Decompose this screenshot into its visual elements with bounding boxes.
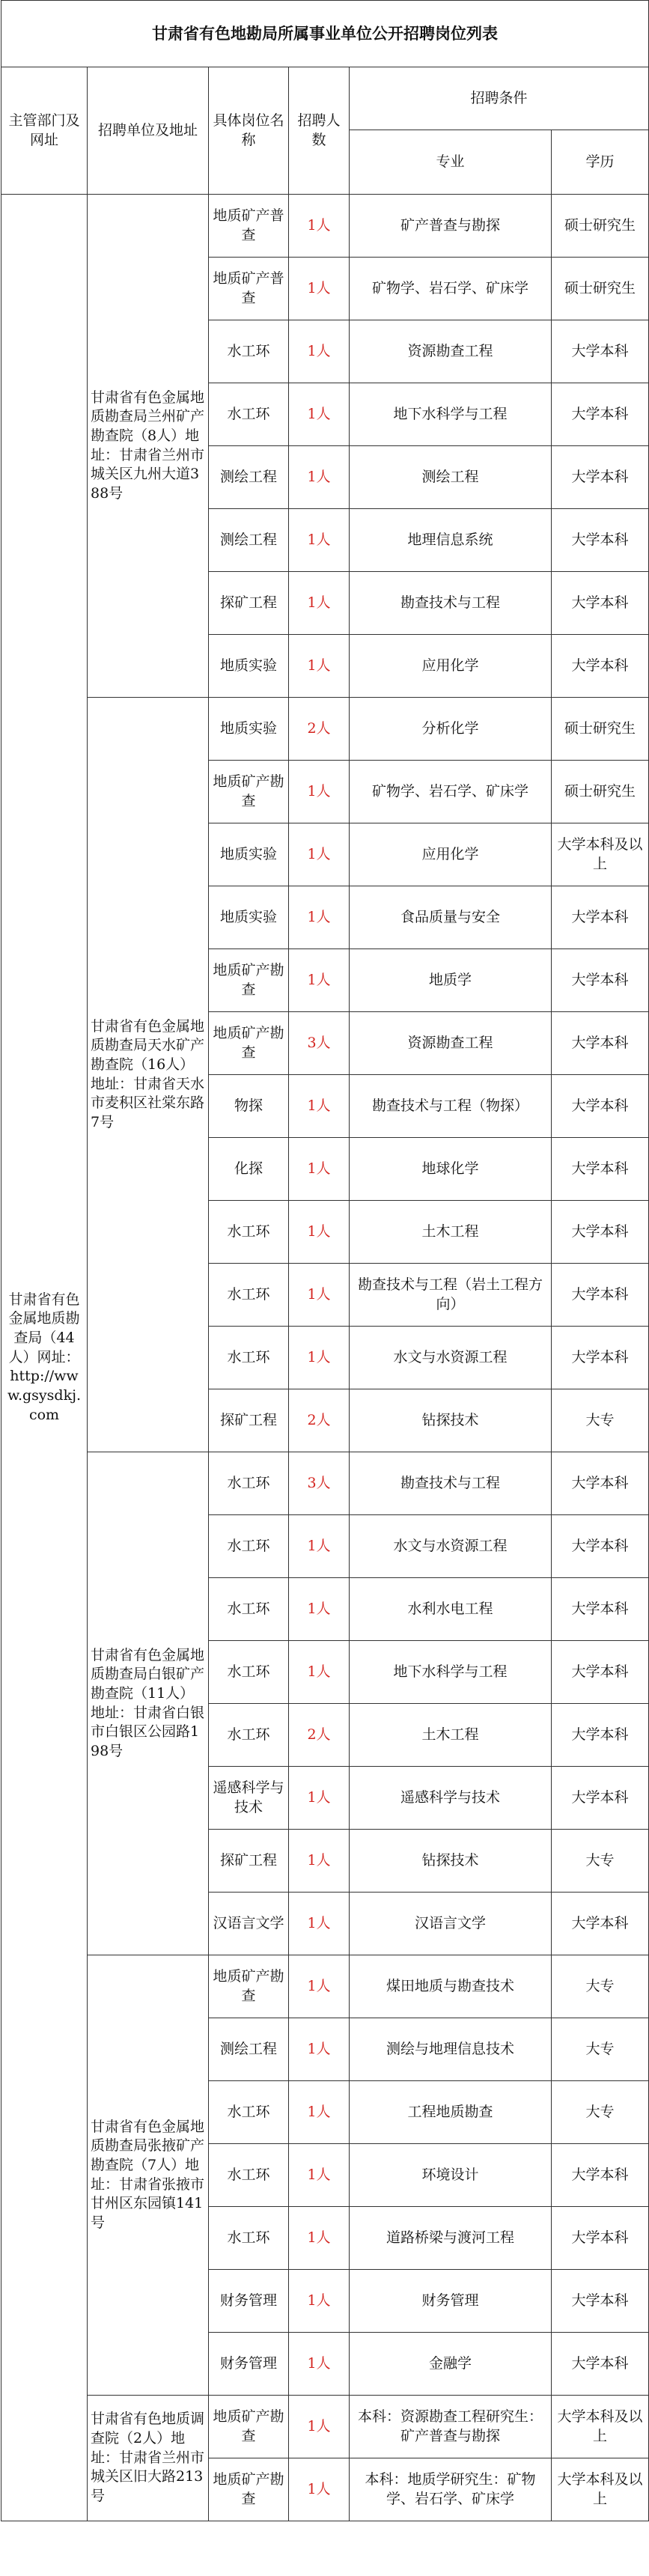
education-cell: 大专 <box>552 1389 649 1452</box>
count-cell: 1人 <box>289 1767 350 1830</box>
count-cell: 1人 <box>289 2144 350 2207</box>
position-cell: 探矿工程 <box>209 572 289 635</box>
education-cell: 大学本科 <box>552 1893 649 1955</box>
education-cell: 硕士研究生 <box>552 195 649 258</box>
position-cell: 测绘工程 <box>209 2018 289 2081</box>
education-cell: 大学本科 <box>552 2270 649 2333</box>
count-cell: 1人 <box>289 886 350 949</box>
count-cell: 1人 <box>289 258 350 320</box>
major-cell: 矿物学、岩石学、矿床学 <box>350 761 552 823</box>
position-cell: 遥感科学与技术 <box>209 1767 289 1830</box>
position-cell: 地质矿产普查 <box>209 258 289 320</box>
major-cell: 勘查技术与工程（岩土工程方向） <box>350 1264 552 1327</box>
count-cell: 1人 <box>289 2458 350 2521</box>
count-cell: 1人 <box>289 2270 350 2333</box>
position-cell: 地质矿产勘查 <box>209 1012 289 1075</box>
position-cell: 水工环 <box>209 1578 289 1641</box>
education-cell: 大学本科 <box>552 1264 649 1327</box>
count-cell: 1人 <box>289 572 350 635</box>
count-cell: 1人 <box>289 635 350 698</box>
major-cell: 土木工程 <box>350 1201 552 1264</box>
count-cell: 1人 <box>289 1327 350 1389</box>
unit-cell: 甘肃省有色地质调查院（2人）地址：甘肃省兰州市城关区旧大路213号 <box>88 2396 209 2521</box>
table-row <box>1 195 649 258</box>
education-cell: 大专 <box>552 1830 649 1893</box>
position-cell: 水工环 <box>209 1452 289 1515</box>
education-cell: 大学本科 <box>552 2207 649 2270</box>
major-cell: 地质学 <box>350 949 552 1012</box>
header-conditions: 招聘条件 <box>350 67 649 130</box>
position-cell: 水工环 <box>209 1515 289 1578</box>
position-cell: 地质矿产勘查 <box>209 949 289 1012</box>
major-cell: 勘查技术与工程 <box>350 1452 552 1515</box>
major-cell: 食品质量与安全 <box>350 886 552 949</box>
major-cell: 应用化学 <box>350 823 552 886</box>
position-cell: 财务管理 <box>209 2333 289 2396</box>
education-cell: 大专 <box>552 1955 649 2018</box>
major-cell: 环境设计 <box>350 2144 552 2207</box>
education-cell: 大学本科 <box>552 1201 649 1264</box>
header-count: 招聘人数 <box>289 67 350 195</box>
position-cell: 地质矿产普查 <box>209 195 289 258</box>
unit-cell: 甘肃省有色金属地质勘查局张掖矿产勘查院（7人）地址：甘肃省张掖市甘州区东园镇141号 <box>88 1955 209 2396</box>
count-cell: 1人 <box>289 1075 350 1138</box>
count-cell: 1人 <box>289 195 350 258</box>
major-cell: 土木工程 <box>350 1704 552 1767</box>
position-cell: 水工环 <box>209 1704 289 1767</box>
count-cell: 2人 <box>289 698 350 761</box>
count-cell: 1人 <box>289 1138 350 1201</box>
education-cell: 大学本科 <box>552 2333 649 2396</box>
position-cell: 水工环 <box>209 1201 289 1264</box>
major-cell: 煤田地质与勘查技术 <box>350 1955 552 2018</box>
dept-cell: 甘肃省有色金属地质勘查局（44人）网址：http://www.gsysdkj.com <box>1 195 88 2521</box>
position-cell: 水工环 <box>209 320 289 383</box>
count-cell: 1人 <box>289 1893 350 1955</box>
table-body <box>1 195 649 2521</box>
education-cell: 大学本科及以上 <box>552 823 649 886</box>
education-cell: 大学本科 <box>552 509 649 572</box>
unit-cell: 甘肃省有色金属地质勘查局白银矿产勘查院（11人）地址：甘肃省白银市白银区公园路198号 <box>88 1452 209 1955</box>
count-cell: 1人 <box>289 2018 350 2081</box>
education-cell: 大学本科 <box>552 572 649 635</box>
table-row <box>1 1452 649 1515</box>
education-cell: 大学本科 <box>552 886 649 949</box>
major-cell: 地球化学 <box>350 1138 552 1201</box>
count-cell: 1人 <box>289 2081 350 2144</box>
education-cell: 大学本科 <box>552 1138 649 1201</box>
count-cell: 1人 <box>289 1515 350 1578</box>
education-cell: 大学本科及以上 <box>552 2458 649 2521</box>
position-cell: 水工环 <box>209 1327 289 1389</box>
major-cell: 应用化学 <box>350 635 552 698</box>
header-major: 专业 <box>350 130 552 195</box>
major-cell: 本科：地质学研究生：矿物学、岩石学、矿床学 <box>350 2458 552 2521</box>
education-cell: 大学本科 <box>552 1578 649 1641</box>
position-cell: 地质实验 <box>209 698 289 761</box>
major-cell: 矿物学、岩石学、矿床学 <box>350 258 552 320</box>
major-cell: 地下水科学与工程 <box>350 383 552 446</box>
major-cell: 勘查技术与工程（物探） <box>350 1075 552 1138</box>
table-row <box>1 2396 649 2458</box>
major-cell: 地下水科学与工程 <box>350 1641 552 1704</box>
education-cell: 硕士研究生 <box>552 698 649 761</box>
major-cell: 水利水电工程 <box>350 1578 552 1641</box>
major-cell: 测绘与地理信息技术 <box>350 2018 552 2081</box>
education-cell: 大学本科 <box>552 383 649 446</box>
position-cell: 地质矿产勘查 <box>209 2458 289 2521</box>
position-cell: 汉语言文学 <box>209 1893 289 1955</box>
count-cell: 1人 <box>289 1264 350 1327</box>
education-cell: 大学本科 <box>552 320 649 383</box>
major-cell: 资源勘查工程 <box>350 320 552 383</box>
major-cell: 工程地质勘查 <box>350 2081 552 2144</box>
table-row <box>1 698 649 761</box>
education-cell: 硕士研究生 <box>552 258 649 320</box>
major-cell: 遥感科学与技术 <box>350 1767 552 1830</box>
major-cell: 汉语言文学 <box>350 1893 552 1955</box>
education-cell: 大学本科 <box>552 1641 649 1704</box>
count-cell: 1人 <box>289 761 350 823</box>
position-cell: 水工环 <box>209 2144 289 2207</box>
position-cell: 化探 <box>209 1138 289 1201</box>
count-cell: 1人 <box>289 509 350 572</box>
education-cell: 硕士研究生 <box>552 761 649 823</box>
count-cell: 1人 <box>289 1641 350 1704</box>
education-cell: 大学本科 <box>552 1767 649 1830</box>
position-cell: 水工环 <box>209 2207 289 2270</box>
header-position: 具体岗位名称 <box>209 67 289 195</box>
position-cell: 探矿工程 <box>209 1389 289 1452</box>
position-cell: 测绘工程 <box>209 509 289 572</box>
position-cell: 财务管理 <box>209 2270 289 2333</box>
count-cell: 2人 <box>289 1704 350 1767</box>
major-cell: 钻探技术 <box>350 1389 552 1452</box>
count-cell: 3人 <box>289 1012 350 1075</box>
education-cell: 大学本科 <box>552 949 649 1012</box>
education-cell: 大学本科 <box>552 446 649 509</box>
education-cell: 大学本科 <box>552 2144 649 2207</box>
major-cell: 勘查技术与工程 <box>350 572 552 635</box>
education-cell: 大学本科 <box>552 1452 649 1515</box>
header-education: 学历 <box>552 130 649 195</box>
position-cell: 物探 <box>209 1075 289 1138</box>
major-cell: 水文与水资源工程 <box>350 1327 552 1389</box>
education-cell: 大学本科 <box>552 1075 649 1138</box>
education-cell: 大学本科 <box>552 1012 649 1075</box>
count-cell: 1人 <box>289 1201 350 1264</box>
count-cell: 1人 <box>289 1830 350 1893</box>
count-cell: 1人 <box>289 2396 350 2458</box>
major-cell: 道路桥梁与渡河工程 <box>350 2207 552 2270</box>
count-cell: 1人 <box>289 383 350 446</box>
position-cell: 地质实验 <box>209 886 289 949</box>
education-cell: 大学本科 <box>552 1515 649 1578</box>
count-cell: 1人 <box>289 1578 350 1641</box>
count-cell: 1人 <box>289 2333 350 2396</box>
page-title: 甘肃省有色地勘局所属事业单位公开招聘岗位列表 <box>1 1 649 67</box>
position-cell: 水工环 <box>209 383 289 446</box>
major-cell: 矿产普查与勘探 <box>350 195 552 258</box>
education-cell: 大学本科 <box>552 1327 649 1389</box>
recruitment-table <box>1 0 649 2521</box>
position-cell: 水工环 <box>209 1264 289 1327</box>
count-cell: 1人 <box>289 320 350 383</box>
table-row <box>1 1955 649 2018</box>
header-dept: 主管部门及网址 <box>1 67 88 195</box>
major-cell: 分析化学 <box>350 698 552 761</box>
major-cell: 财务管理 <box>350 2270 552 2333</box>
position-cell: 地质矿产勘查 <box>209 2396 289 2458</box>
header-unit: 招聘单位及地址 <box>88 67 209 195</box>
position-cell: 测绘工程 <box>209 446 289 509</box>
major-cell: 金融学 <box>350 2333 552 2396</box>
count-cell: 3人 <box>289 1452 350 1515</box>
count-cell: 2人 <box>289 1389 350 1452</box>
education-cell: 大专 <box>552 2081 649 2144</box>
education-cell: 大学本科及以上 <box>552 2396 649 2458</box>
position-cell: 地质实验 <box>209 823 289 886</box>
count-cell: 1人 <box>289 1955 350 2018</box>
position-cell: 水工环 <box>209 1641 289 1704</box>
unit-cell: 甘肃省有色金属地质勘查局兰州矿产勘查院（8人）地址：甘肃省兰州市城关区九州大道388号 <box>88 195 209 698</box>
major-cell: 本科：资源勘查工程研究生：矿产普查与勘探 <box>350 2396 552 2458</box>
major-cell: 钻探技术 <box>350 1830 552 1893</box>
major-cell: 资源勘查工程 <box>350 1012 552 1075</box>
education-cell: 大学本科 <box>552 635 649 698</box>
position-cell: 地质矿产勘查 <box>209 1955 289 2018</box>
count-cell: 1人 <box>289 823 350 886</box>
count-cell: 1人 <box>289 446 350 509</box>
count-cell: 1人 <box>289 2207 350 2270</box>
major-cell: 测绘工程 <box>350 446 552 509</box>
unit-cell: 甘肃省有色金属地质勘查局天水矿产勘查院（16人）地址：甘肃省天水市麦积区社棠东路7号 <box>88 698 209 1452</box>
major-cell: 水文与水资源工程 <box>350 1515 552 1578</box>
position-cell: 地质实验 <box>209 635 289 698</box>
position-cell: 探矿工程 <box>209 1830 289 1893</box>
major-cell: 地理信息系统 <box>350 509 552 572</box>
education-cell: 大学本科 <box>552 1704 649 1767</box>
count-cell: 1人 <box>289 949 350 1012</box>
position-cell: 水工环 <box>209 2081 289 2144</box>
position-cell: 地质矿产勘查 <box>209 761 289 823</box>
education-cell: 大专 <box>552 2018 649 2081</box>
